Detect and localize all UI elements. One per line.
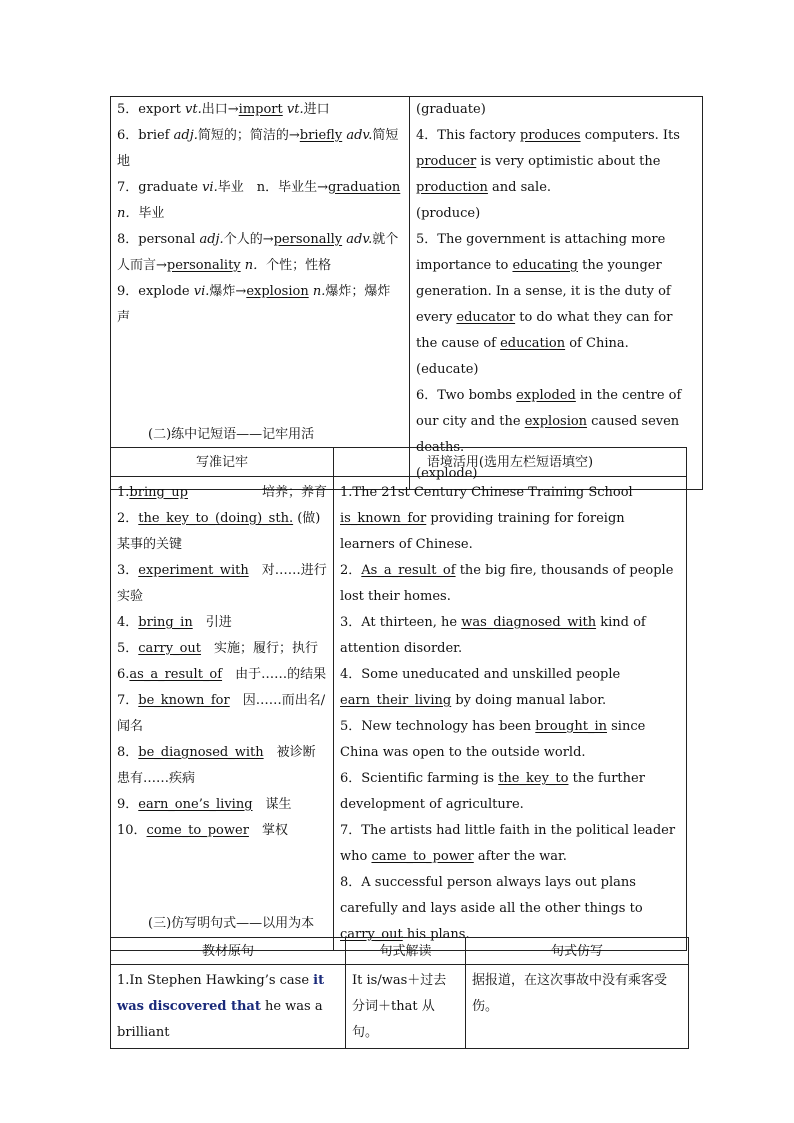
context-sentence: 2．As_a_result_of the big fire, thousands of people lost their homes. [340, 563, 674, 604]
answer-blank: graduation [327, 180, 401, 195]
phrases-header-left: 写准记牢 [111, 448, 334, 477]
header-imitation: 句式仿写 [466, 938, 689, 965]
phrases-table [110, 447, 687, 951]
sentence-5: 5．The government is attaching more importance to educating the younger generation. In a sense, it is the duty of every educator to do what they can for the cause of education of China. [416, 232, 673, 351]
answer-blank: is_known_for [340, 511, 427, 526]
phrase-item: 3．experiment_with 对……进行实验 [117, 563, 327, 604]
sentence-patterns-table [110, 937, 689, 1049]
answer-blank: exploded [516, 388, 576, 403]
context-sentence: 8．A successful person always lays out plans carefully and lays aside all the other things to carry_out his plans. [340, 875, 643, 942]
hint-graduate: (graduate) [416, 102, 486, 117]
hint-produce: (produce) [416, 206, 481, 221]
answer-blank: briefly [299, 128, 343, 143]
hint-educate: (educate) [416, 362, 479, 377]
answer-blank: explosion [524, 414, 588, 429]
phrase-item: 1.bring_up 培养；养育 [117, 485, 327, 500]
phrase-sentences-cell [334, 477, 687, 951]
answer-blank: personality [166, 258, 241, 273]
answer-blank: explosion [246, 284, 309, 299]
answer-blank: came_to_power [371, 849, 474, 864]
phrase-item: 5．carry_out 实施；履行；执行 [117, 641, 319, 656]
answer-blank: carry_out [340, 927, 403, 942]
pattern-analysis-cell: It is/was＋过去分词＋that 从句。 [346, 965, 466, 1049]
answer-blank: earn_their_living [340, 693, 452, 708]
phrase-item: 9．earn_one’s_living 谋生 [117, 797, 292, 812]
word-item-7: 7．graduate vi.毕业 n．毕业生→graduation n．毕业 [117, 180, 401, 221]
answer-blank: brought_in [535, 719, 607, 734]
answer-blank: production [416, 180, 488, 195]
phrase-item: 10．come_to_power 掌权 [117, 823, 288, 838]
phrase-item: 7．be_known_for 因……而出名/闻名 [117, 693, 326, 734]
phrase-item: 6.as_a_result_of 由于……的结果 [117, 667, 327, 682]
answer-blank: educating [512, 258, 578, 273]
word-item-5: 5．export vt.出口→import vt.进口 [117, 102, 330, 117]
word-forms-right-cell [410, 97, 703, 490]
header-original-sentence: 教材原句 [111, 938, 346, 965]
answer-blank: education [500, 336, 566, 351]
context-sentence: 7．The artists had little faith in the political leader who came_to_power after the war. [340, 823, 676, 864]
phrase-item: 8．be_diagnosed_with 被诊断患有……疾病 [117, 745, 316, 786]
header-pattern-analysis: 句式解读 [346, 938, 466, 965]
word-item-9: 9．explode vi.爆炸→explosion n.爆炸；爆炸声 [117, 284, 391, 325]
answer-blank: produces [519, 128, 581, 143]
answer-blank: the_key_to [498, 771, 569, 786]
answer-blank: import [238, 102, 283, 117]
section-title-phrases: (二)练中记短语——记牢用活 [148, 427, 315, 442]
context-sentence: 5．New technology has been brought_in since China was open to the outside world. [340, 719, 646, 760]
sentence-6: 6．Two bombs exploded in the centre of our city and the explosion caused seven deaths. [416, 388, 682, 455]
context-sentence: 3．At thirteen, he was_diagnosed_with kind of attention disorder. [340, 615, 646, 656]
original-sentence-cell: 1.In Stephen Hawking’s case it was discovered that he was a brilliant [111, 965, 346, 1049]
highlighted-pattern: it was discovered that [117, 973, 325, 1014]
context-sentence: 6．Scientific farming is the_key_to the further development of agriculture. [340, 771, 645, 812]
answer-blank: producer [416, 154, 477, 169]
word-item-8: 8．personal adj.个人的→personally adv.就个人而言→personality n．个性；性格 [117, 232, 399, 273]
answer-blank: was_diagnosed_with [461, 615, 597, 630]
context-sentence: 4．Some uneducated and unskilled people earn_their_living by doing manual labor. [340, 667, 621, 708]
answer-blank: As_a_result_of [361, 563, 456, 578]
hint-explode: (explode) [416, 466, 478, 481]
phrases-header-right: 语境活用(选用左栏短语填空) [334, 448, 687, 477]
phrases-list-cell [111, 477, 334, 951]
word-item-6: 6．brief adj.简短的；简洁的→briefly adv.简短地 [117, 128, 399, 169]
imitation-cell: 据报道，在这次事故中没有乘客受伤。 [466, 965, 689, 1049]
answer-blank: educator [456, 310, 516, 325]
sentence-4: 4．This factory produces computers. Its producer is very optimistic about the production and sale. [416, 128, 680, 195]
section-title-sentence-patterns: (三)仿写明句式——以用为本 [148, 916, 315, 931]
context-sentence: 1.The 21st Century Chinese Training School is_known_for providing training for foreign learners of Chinese. [340, 485, 633, 552]
phrase-item: 4．bring_in 引进 [117, 615, 232, 630]
answer-blank: personally [273, 232, 343, 247]
phrase-item: 2．the_key_to_(doing)_sth. (做)某事的关键 [117, 511, 321, 552]
